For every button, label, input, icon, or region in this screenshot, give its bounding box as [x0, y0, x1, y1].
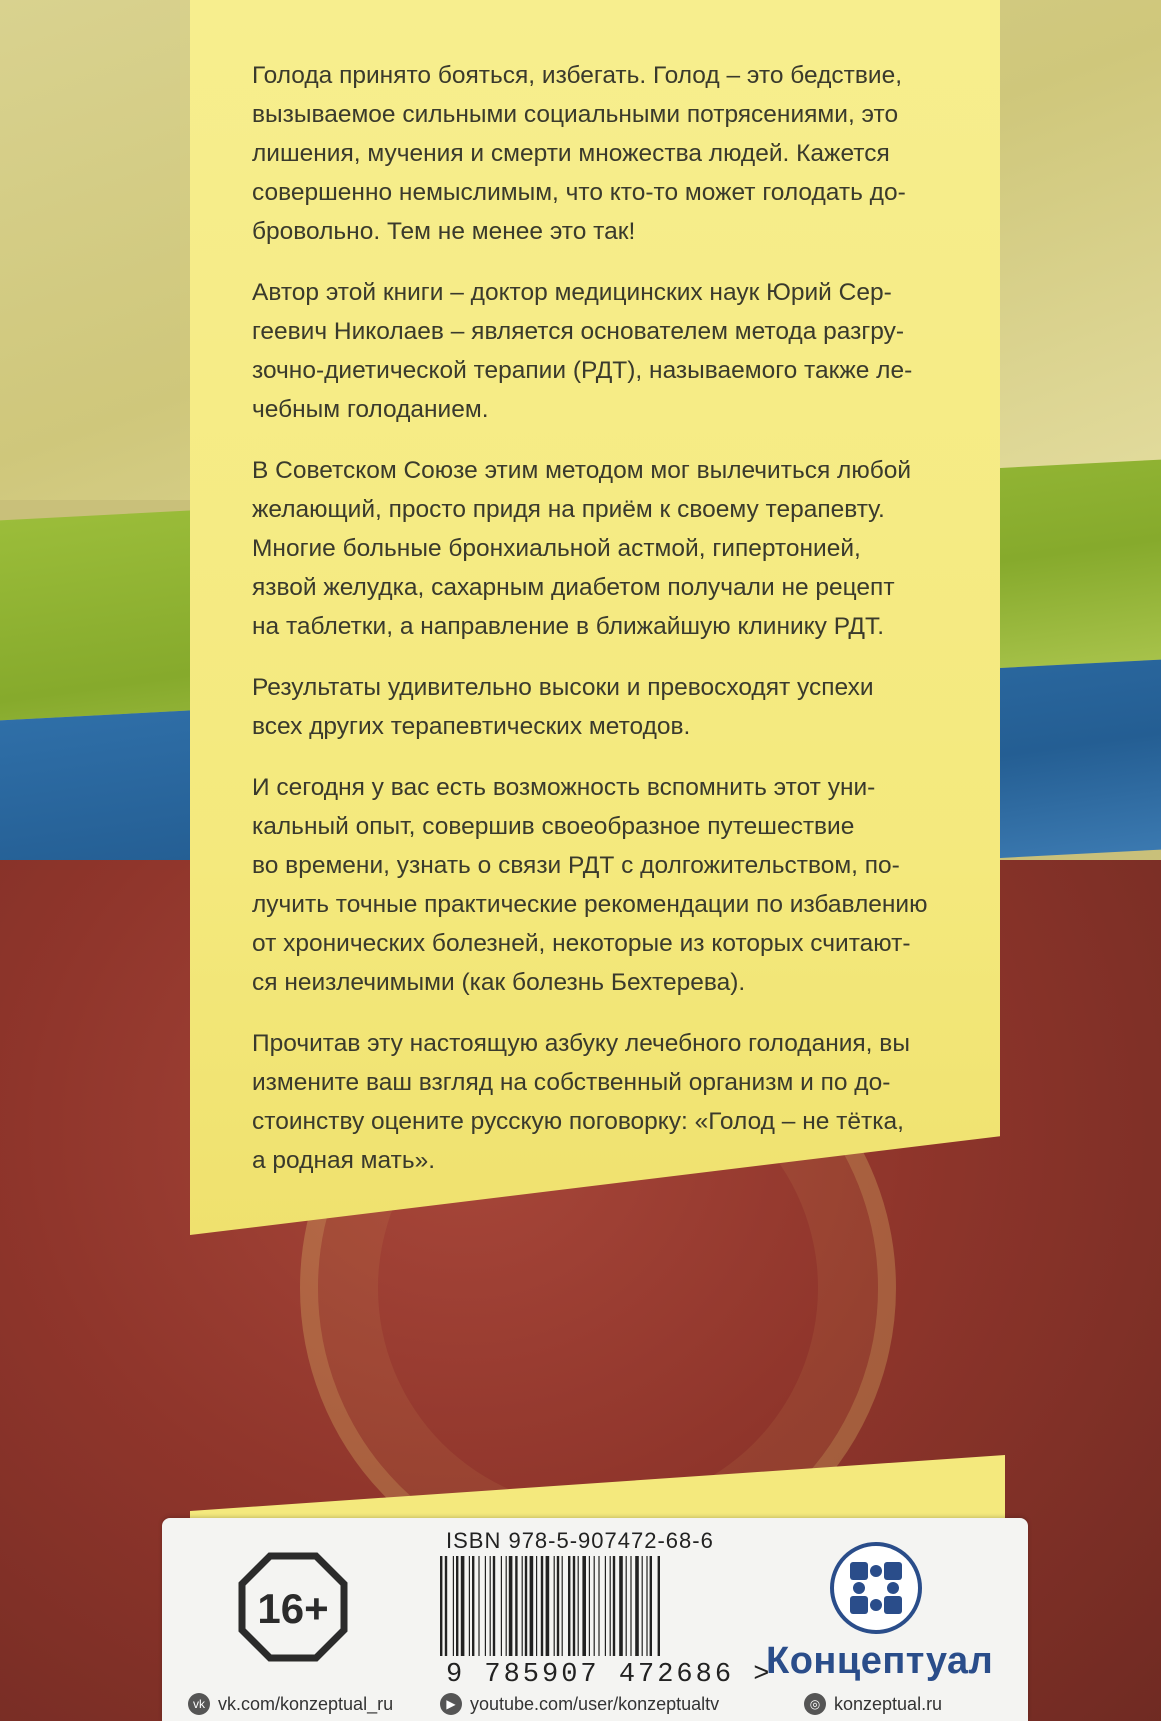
blurb-paragraph — [252, 451, 972, 646]
blurb-line: бровольно. Тем не менее это так! — [252, 218, 636, 245]
barcode-bar — [554, 1556, 555, 1656]
barcode-bar — [501, 1556, 502, 1656]
blurb-line: на таблетки, а направление в ближайшую клинику РДТ. — [252, 613, 885, 640]
blurb-line: геевич Николаев – является основателем метода разгру- — [252, 318, 905, 345]
barcode-bar — [598, 1556, 599, 1656]
blurb-line: Результаты удивительно высоки и превосходят успехи — [252, 674, 874, 701]
barcode-bar — [646, 1556, 647, 1656]
barcode-bar — [635, 1556, 639, 1656]
youtube-icon: ▶ — [440, 1693, 462, 1715]
barcode-bar — [469, 1556, 470, 1656]
isbn-label: ISBN 978-5-907472-68-6 — [446, 1528, 714, 1553]
blurb-paragraph — [252, 56, 972, 251]
barcode-bar — [530, 1556, 534, 1656]
barcode-bar — [568, 1556, 570, 1656]
barcode-bar — [630, 1556, 631, 1656]
barcode-bar — [582, 1556, 586, 1656]
youtube-link: youtube.com/user/konzeptualtv — [470, 1693, 720, 1714]
blurb-line: лучить точные практические рекомендации по избавлению — [252, 891, 928, 918]
barcode-bar — [562, 1556, 563, 1656]
barcode-bar — [522, 1556, 523, 1656]
barcode-bar — [626, 1556, 627, 1656]
barcode-bar — [472, 1556, 474, 1656]
puzzle-logo-icon — [828, 1540, 924, 1636]
footer-vk — [188, 1693, 393, 1715]
barcode-bar — [642, 1556, 643, 1656]
blurb-line: всех других терапевтических методов. — [252, 713, 691, 740]
blurb-line: лишения, мучения и смерти множества людей. Кажется — [252, 140, 890, 167]
blurb-line: кальный опыт, совершив своеобразное путешествие — [252, 813, 855, 840]
barcode-bar — [493, 1556, 495, 1656]
barcode-bar — [619, 1556, 623, 1656]
blurb-line: во времени, узнать о связи РДТ с долгожительством, по- — [252, 852, 900, 879]
vk-link: vk.com/konzeptual_ru — [218, 1693, 394, 1714]
barcode-bar — [453, 1556, 454, 1656]
blurb-text — [252, 56, 972, 1202]
blurb-line: ся неизлечимыми (как болезнь Бехтерева). — [252, 969, 746, 996]
blurb-paragraph — [252, 1024, 972, 1180]
blurb-line: измените ваш взгляд на собственный организм и по до- — [252, 1069, 891, 1096]
blurb-paragraph — [252, 768, 972, 1002]
barcode-bar — [509, 1556, 513, 1656]
barcode-bar — [525, 1556, 527, 1656]
publisher-name: Концептуал — [766, 1640, 994, 1682]
barcode-bar — [536, 1556, 537, 1656]
blurb-line: совершенно немыслимым, что кто-то может голодать до- — [252, 179, 906, 206]
blurb-line: язвой желудка, сахарным диабетом получали не рецепт — [252, 574, 895, 601]
barcode-bar — [578, 1556, 579, 1656]
barcode — [438, 1556, 740, 1656]
blurb-line: а родная мать». — [252, 1147, 436, 1174]
barcode-bar — [440, 1556, 442, 1656]
barcode-bar — [546, 1556, 550, 1656]
age-rating: 16+ — [257, 1585, 329, 1632]
blurb-line: В Советском Союзе этим методом мог вылечиться любой — [252, 457, 912, 484]
barcode-bar — [573, 1556, 575, 1656]
blurb-line: от хронических болезней, некоторые из которых считают- — [252, 930, 911, 957]
blurb-line: И сегодня у вас есть возможность вспомнить этот уни- — [252, 774, 876, 801]
blurb-line: чебным голоданием. — [252, 396, 489, 423]
barcode-bar — [485, 1556, 486, 1656]
barcode-bar — [658, 1556, 660, 1656]
barcode-bar — [515, 1556, 517, 1656]
barcode-bar — [650, 1556, 652, 1656]
blurb-paragraph — [252, 668, 972, 746]
barcode-bar — [445, 1556, 447, 1656]
blurb-line: Голода принято бояться, избегать. Голод – это бедствие, — [252, 62, 903, 89]
barcode-bar — [490, 1556, 491, 1656]
blurb-line: Автор этой книги – доктор медицинских наук Юрий Сер- — [252, 279, 892, 306]
barcode-bar — [557, 1556, 559, 1656]
blurb-line: желающий, просто придя на приём к своему терапевту. — [252, 496, 885, 523]
barcode-bar — [461, 1556, 465, 1656]
barcode-bar — [594, 1556, 595, 1656]
barcode-bar — [506, 1556, 507, 1656]
globe-icon: ◎ — [804, 1693, 826, 1715]
barcode-bar — [610, 1556, 611, 1656]
vk-icon: vk — [188, 1693, 210, 1715]
blurb-line: вызываемое сильными социальными потрясениями, это — [252, 101, 899, 128]
barcode-bar — [456, 1556, 458, 1656]
site-link: konzeptual.ru — [834, 1693, 943, 1714]
footer-youtube — [440, 1693, 719, 1715]
blurb-line: зочно-диетической терапии (РДТ), называемого также ле- — [252, 357, 913, 384]
barcode-bar — [613, 1556, 615, 1656]
barcode-digits: 9 785907 472686 > — [446, 1660, 773, 1690]
blurb-paragraph — [252, 273, 972, 429]
barcode-bar — [541, 1556, 543, 1656]
barcode-bar — [478, 1556, 479, 1656]
blurb-line: Прочитав эту настоящую азбуку лечебного голодания, вы — [252, 1030, 910, 1057]
blurb-line: Многие больные бронхиальной астмой, гипертонией, — [252, 535, 861, 562]
barcode-bar — [589, 1556, 590, 1656]
blurb-line: стоинству оцените русскую поговорку: «Голод – не тётка, — [252, 1108, 904, 1135]
barcode-bar — [605, 1556, 606, 1656]
footer-site — [804, 1693, 942, 1715]
